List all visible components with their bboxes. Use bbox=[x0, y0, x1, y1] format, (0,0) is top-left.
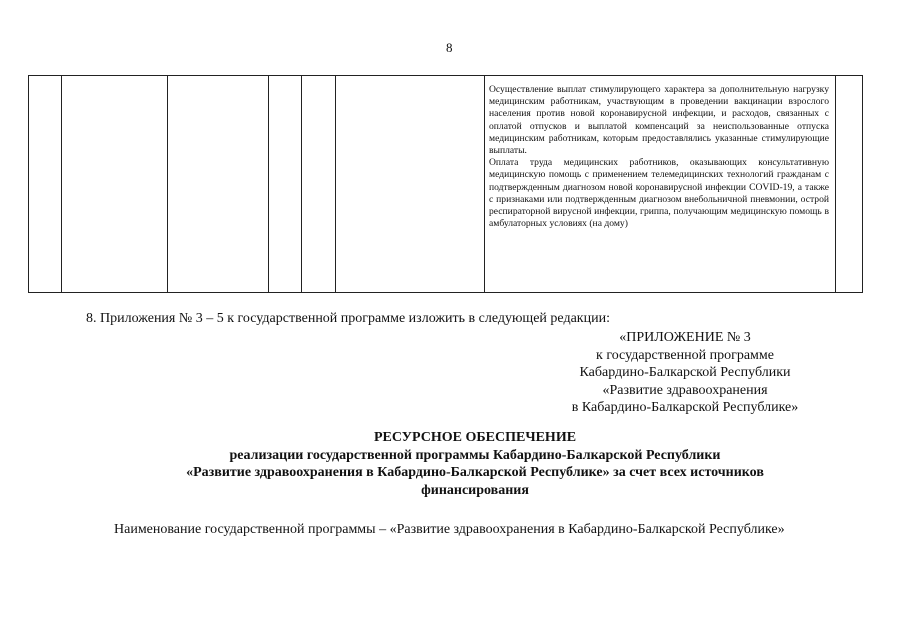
table-cell-description bbox=[485, 76, 836, 293]
section-heading bbox=[120, 429, 830, 499]
table-cell-empty bbox=[29, 76, 62, 293]
page-number: 8 bbox=[446, 40, 453, 55]
appendix-line-3: Кабардино-Балкарской Республики bbox=[579, 365, 791, 380]
program-name-paragraph: Наименование государственной программы – «Развитие здравоохранения в Кабардино-Балкарской Республике» bbox=[114, 522, 785, 537]
heading-line-3: «Развитие здравоохранения в Кабардино-Балкарской Республике» за счет всех источников bbox=[186, 465, 764, 480]
table-row bbox=[29, 76, 863, 293]
table-cell-empty bbox=[836, 76, 863, 293]
table-cell-empty bbox=[269, 76, 302, 293]
item-8-text: 8. Приложения № 3 – 5 к государственной программе изложить в следующей редакции: bbox=[86, 311, 610, 326]
table-cell-empty bbox=[168, 76, 269, 293]
heading-line-2: реализации государственной программы Кабардино-Балкарской Республики bbox=[229, 447, 721, 463]
table-cell-empty bbox=[62, 76, 168, 293]
table-cell-empty bbox=[336, 76, 485, 293]
continuation-table bbox=[28, 75, 863, 293]
heading-line-1: РЕСУРСНОЕ ОБЕСПЕЧЕНИЕ bbox=[373, 430, 577, 445]
description-paragraph-1: Осуществление выплат стимулирующего характера за дополнительную нагрузку медицинским работникам, участвующим в проведении вакцинации взрослого населения против новой коронавирусной инфекции, и расходов, связанных с оплатой отпусков и выплатой компенсаций за неиспользованные отпуска медицинским работникам, которым предоставлялись указанные стимулирующие выплаты. bbox=[489, 84, 829, 157]
appendix-line-5: в Кабардино-Балкарской Республике» bbox=[571, 400, 799, 415]
appendix-line-2: к государственной программе bbox=[596, 347, 774, 363]
description-paragraph-2: Оплата труда медицинских работников, оказывающих консультативную медицинскую помощь с применением телемедицинских технологий гражданам с подтвержденным диагнозом новой коронавирусной инфекции COVID-19, а также с признаками или подтвержденным диагнозом внебольничной пневмонии, острой респираторной вирусной инфекции, гриппа, получающим медицинскую помощь в амбулаторных условиях (на дому) bbox=[489, 157, 829, 230]
table-cell-empty bbox=[302, 76, 336, 293]
heading-line-4: финансирования bbox=[421, 482, 529, 498]
appendix-line-4: «Развитие здравоохранения bbox=[602, 382, 768, 398]
appendix-line-1: «ПРИЛОЖЕНИЕ № 3 bbox=[619, 330, 751, 345]
appendix-header bbox=[540, 329, 830, 417]
